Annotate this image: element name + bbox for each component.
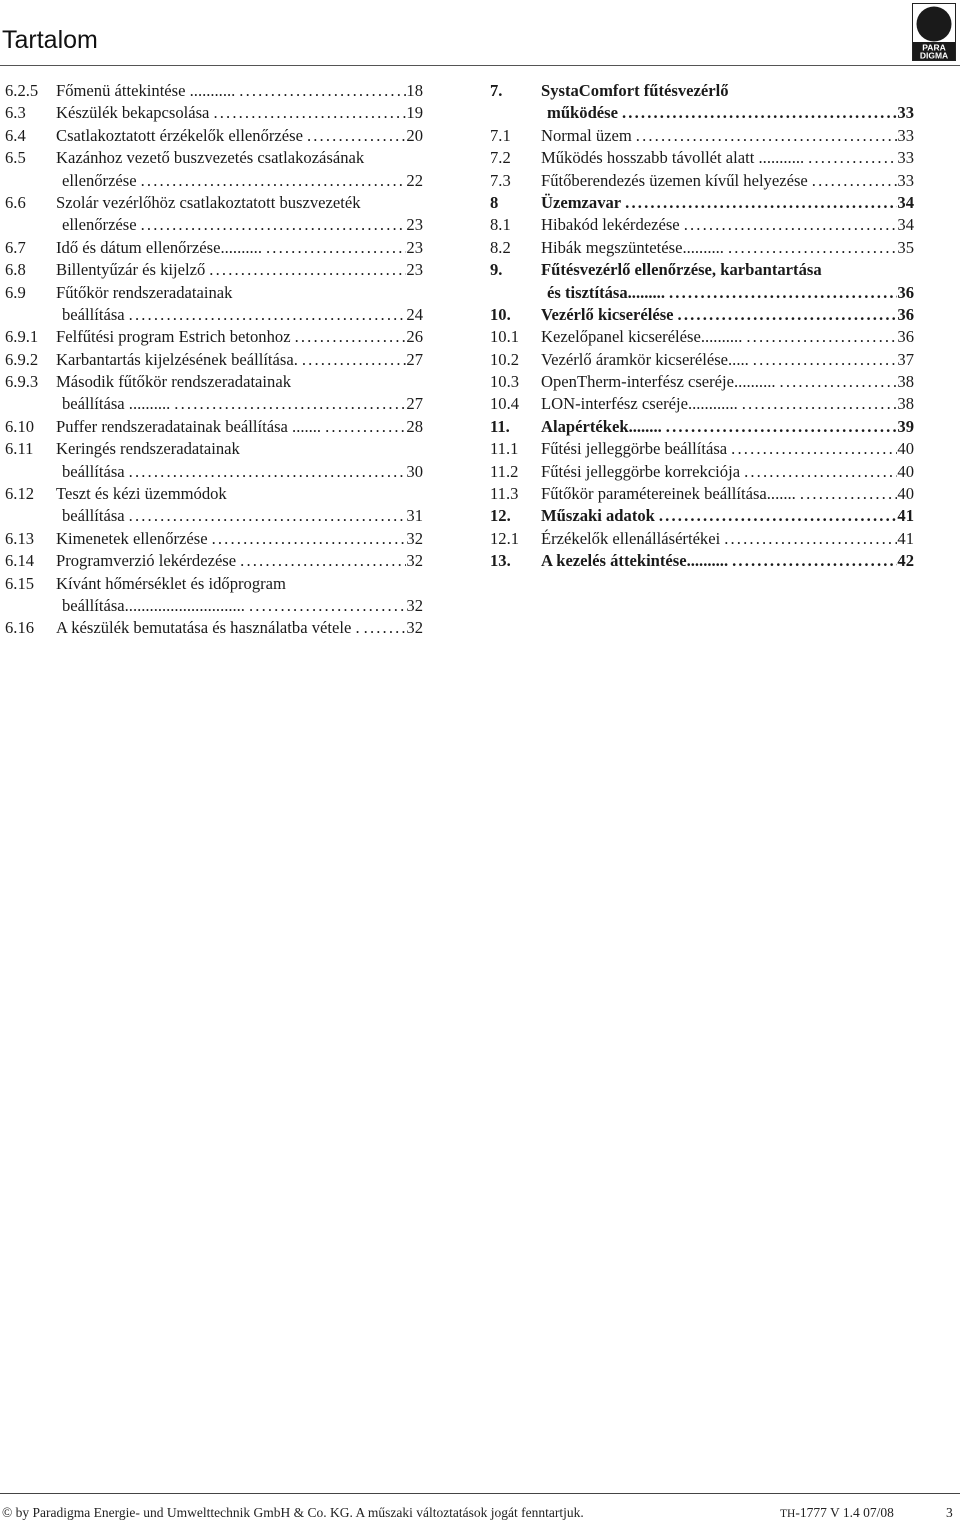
toc-entry-title: beállítása (62, 461, 125, 481)
toc-entry-title: Programverzió lekérdezése (56, 551, 237, 571)
toc-entry[interactable] (5, 259, 423, 281)
toc-entry-title: Vezérlő kicserélése (541, 304, 674, 324)
toc-entry[interactable] (5, 237, 423, 259)
toc-dot-leader (680, 214, 898, 236)
toc-entry-title: Billentyűzár és kijelző (56, 260, 206, 280)
toc-entry[interactable] (5, 461, 423, 483)
toc-entry-number: 6.9.3 (5, 372, 39, 392)
toc-entry-number: 10.3 (490, 372, 520, 392)
toc-entry-page: 39 (897, 416, 914, 436)
toc-entry-page: 24 (406, 304, 423, 324)
toc-dot-leader (674, 304, 898, 326)
toc-entry-title: Fűtőberendezés üzemen kívűl helyezése (541, 170, 808, 190)
toc-entry-page: 23 (406, 237, 423, 257)
toc-dot-leader (236, 550, 406, 572)
toc-entry[interactable] (490, 237, 914, 259)
toc-entry-number: 11.1 (490, 439, 519, 459)
toc-entry[interactable] (490, 528, 914, 550)
toc-entry-title: Kezelőpanel kicserélése.......... (541, 327, 743, 347)
toc-entry-page: 33 (897, 103, 914, 123)
toc-dot-leader (749, 349, 898, 371)
toc-entry[interactable] (490, 483, 914, 505)
toc-entry-page: 33 (897, 125, 914, 145)
toc-entry-page: 22 (406, 170, 423, 190)
toc-dot-leader (724, 237, 897, 259)
toc-dot-leader (125, 505, 407, 527)
toc-entry-page: 32 (406, 551, 423, 571)
toc-entry[interactable] (490, 147, 914, 169)
toc-entry-title: Felfűtési program Estrich betonhoz (56, 327, 291, 347)
toc-entry-title: beállítása............................. (62, 595, 245, 615)
toc-entry[interactable] (5, 102, 423, 124)
toc-dot-leader (137, 170, 407, 192)
toc-dot-leader (298, 349, 407, 371)
toc-left-column (5, 80, 423, 640)
toc-entry[interactable] (5, 125, 423, 147)
toc-entry-number: 6.14 (5, 551, 35, 571)
toc-dot-leader (728, 550, 897, 572)
toc-entry-title: beállítása (62, 506, 125, 526)
toc-entry-page: 32 (406, 528, 423, 548)
toc-entry-number: 7. (490, 81, 503, 100)
toc-dot-leader (776, 371, 898, 393)
toc-entry-title: Puffer rendszeradatainak beállítása ....... (56, 416, 322, 436)
footer-doc-version: -1777 V 1.4 07/08 (795, 1505, 894, 1520)
toc-entry-number: 10. (490, 304, 511, 324)
toc-entry-title: Fűtési jelleggörbe beállítása (541, 439, 728, 459)
toc-entry-page: 27 (406, 349, 423, 369)
toc-dot-leader (655, 505, 898, 527)
footer-doc-prefix: TH (780, 1508, 796, 1520)
footer-doc-code (780, 1505, 894, 1521)
toc-entry-number: 7.1 (490, 125, 511, 145)
toc-entry-page: 40 (897, 439, 914, 459)
toc-entry-number: 6.9.2 (5, 349, 39, 369)
toc-dot-leader (235, 80, 406, 102)
toc-dot-leader (632, 125, 898, 147)
toc-entry-page: 35 (897, 237, 914, 257)
toc-entry-number: 6.9 (5, 282, 26, 302)
toc-dot-leader (665, 282, 897, 304)
toc-entry-number: 11. (490, 416, 510, 436)
toc-dot-leader (621, 192, 897, 214)
title-divider (0, 65, 960, 66)
toc-dot-leader (618, 102, 897, 124)
toc-entry-page: 32 (406, 595, 423, 615)
page-number: 3 (946, 1505, 953, 1520)
toc-dot-leader (360, 617, 407, 639)
toc-entry[interactable] (5, 595, 423, 617)
toc-entry-title: Keringés rendszeradatainak (56, 439, 240, 459)
toc-entry[interactable] (490, 416, 914, 438)
toc-entry[interactable] (490, 125, 914, 147)
paradigma-logo-icon (912, 3, 956, 61)
toc-entry-number: 6.7 (5, 237, 26, 257)
toc-entry-title: Fűtésvezérlő ellenőrzése, karbantartása (541, 260, 822, 280)
toc-entry-title: Főmenü áttekintése ........... (56, 81, 236, 100)
toc-entry-title: Kívánt hőmérséklet és időprogram (56, 573, 286, 593)
toc-entry-number: 11.2 (490, 461, 519, 481)
toc-entry-number: 6.2.5 (5, 81, 39, 100)
toc-entry[interactable] (490, 304, 914, 326)
toc-entry-page: 41 (897, 528, 914, 548)
toc-entry[interactable] (5, 326, 423, 348)
toc-entry-page: 34 (897, 215, 914, 235)
toc-dot-leader (738, 393, 898, 415)
toc-right-column (490, 80, 914, 573)
toc-entry-page: 32 (406, 618, 423, 638)
toc-dot-leader (808, 170, 898, 192)
toc-entry-title: Fűtőkör rendszeradatainak (56, 282, 233, 302)
toc-entry[interactable] (5, 214, 423, 236)
toc-dot-leader (662, 416, 898, 438)
toc-entry-page: 28 (406, 416, 423, 436)
toc-entry-number: 6.8 (5, 260, 26, 280)
toc-entry-title: Üzemzavar (541, 192, 622, 212)
toc-entry-number: 12. (490, 506, 511, 526)
toc-entry-title: Szolár vezérlőhöz csatlakoztatott buszvezeték (56, 192, 361, 212)
toc-entry-title: Vezérlő áramkör kicserélése..... (541, 349, 749, 369)
toc-entry-page: 36 (897, 304, 914, 324)
toc-dot-leader (205, 259, 406, 281)
toc-entry[interactable] (490, 282, 914, 304)
logo-text-line2: DIGMA (919, 50, 949, 60)
toc-entry-title: Működés hosszabb távollét alatt ........... (541, 148, 805, 168)
toc-entry-number: 12.1 (490, 528, 520, 548)
toc-entry[interactable] (490, 371, 914, 393)
toc-entry[interactable] (5, 528, 423, 550)
toc-entry-title: A kezelés áttekintése.......... (541, 551, 729, 571)
toc-entry-title: Műszaki adatok (541, 506, 655, 526)
footer-copyright: © by Paradigma Energie- und Umwelttechnik GmbH & Co. KG. A műszaki változtatások jogát fenntartjuk. (2, 1505, 584, 1520)
toc-entry-page: 18 (406, 81, 423, 100)
toc-entry-number: 6.15 (5, 573, 35, 593)
toc-entry-number: 7.3 (490, 170, 511, 190)
toc-dot-leader (796, 483, 898, 505)
toc-dot-leader (245, 595, 406, 617)
toc-entry-number: 6.9.1 (5, 327, 39, 347)
toc-entry-title: Fűtési jelleggörbe korrekciója (541, 461, 741, 481)
toc-entry[interactable] (5, 170, 423, 192)
toc-entry-title: Csatlakoztatott érzékelők ellenőrzése (56, 125, 303, 145)
toc-dot-leader (740, 461, 897, 483)
toc-entry-page: 40 (897, 461, 914, 481)
toc-dot-leader (137, 214, 407, 236)
toc-entry-number: 7.2 (490, 148, 511, 168)
toc-entry-title: Kimenetek ellenőrzése (56, 528, 208, 548)
toc-entry-title: működése (547, 103, 618, 123)
toc-dot-leader (262, 237, 406, 259)
toc-entry-title: Hibák megszüntetése.......... (541, 237, 724, 257)
toc-entry[interactable] (5, 438, 423, 460)
toc-dot-leader (804, 147, 897, 169)
toc-entry[interactable] (5, 282, 423, 304)
toc-entry[interactable] (5, 416, 423, 438)
toc-dot-leader (727, 438, 897, 460)
toc-entry-number: 8 (490, 192, 499, 212)
toc-entry-number: 11.3 (490, 484, 519, 504)
toc-entry-page: 19 (406, 103, 423, 123)
toc-entry-page: 40 (897, 484, 914, 504)
toc-entry-page: 36 (897, 282, 914, 302)
toc-entry-title: Kazánhoz vezető buszvezetés csatlakozásának (56, 148, 365, 168)
toc-entry[interactable] (5, 505, 423, 527)
toc-entry-number: 6.3 (5, 103, 26, 123)
toc-entry-title: SystaComfort fűtésvezérlő (541, 81, 729, 100)
toc-entry[interactable] (490, 349, 914, 371)
toc-entry[interactable] (490, 170, 914, 192)
toc-entry-title: ellenőrzése (62, 170, 137, 190)
toc-entry-page: 33 (897, 148, 914, 168)
logo-text-line1: PARA (922, 42, 946, 53)
toc-entry-page: 31 (406, 506, 423, 526)
toc-entry-title: Készülék bekapcsolása (56, 103, 210, 123)
toc-entry-page: 20 (406, 125, 423, 145)
toc-entry-number: 6.13 (5, 528, 35, 548)
toc-entry-number: 6.11 (5, 439, 34, 459)
toc-entry-number: 13. (490, 551, 511, 571)
toc-entry[interactable] (5, 573, 423, 595)
toc-entry-number: 6.12 (5, 484, 35, 504)
toc-entry[interactable] (5, 617, 423, 639)
toc-dot-leader (208, 528, 407, 550)
toc-dot-leader (321, 416, 406, 438)
toc-entry[interactable] (5, 393, 423, 415)
toc-entry-page: 23 (406, 215, 423, 235)
toc-entry[interactable] (490, 102, 914, 124)
toc-entry-number: 10.1 (490, 327, 520, 347)
toc-entry[interactable] (490, 505, 914, 527)
toc-entry-title: A készülék bemutatása és használatba vétele . (56, 618, 360, 638)
toc-entry-page: 38 (897, 372, 914, 392)
toc-entry[interactable] (5, 80, 423, 102)
toc-entry-title: és tisztítása......... (547, 282, 665, 302)
toc-entry-number: 6.16 (5, 618, 35, 638)
toc-entry-number: 6.10 (5, 416, 35, 436)
toc-entry-page: 38 (897, 394, 914, 414)
toc-entry-page: 27 (406, 394, 423, 414)
toc-entry-page: 30 (406, 461, 423, 481)
toc-entry-title: Hibakód lekérdezése (541, 215, 680, 235)
toc-entry-number: 8.1 (490, 215, 511, 235)
toc-entry-title: Teszt és kézi üzemmódok (56, 484, 227, 504)
toc-entry[interactable] (5, 483, 423, 505)
toc-dot-leader (291, 326, 407, 348)
toc-entry[interactable] (490, 214, 914, 236)
toc-dot-leader (125, 304, 407, 326)
toc-entry-number: 6.5 (5, 148, 26, 168)
toc-dot-leader (303, 125, 406, 147)
toc-entry-title: Idő és dátum ellenőrzése.......... (56, 237, 262, 257)
toc-entry-number: 10.4 (490, 394, 520, 414)
toc-dot-leader (720, 528, 897, 550)
toc-entry[interactable] (490, 438, 914, 460)
toc-dot-leader (125, 461, 407, 483)
toc-entry-title: Alapértékek........ (541, 416, 662, 436)
toc-entry-title: ellenőrzése (62, 215, 137, 235)
toc-dot-leader (170, 393, 406, 415)
toc-entry-number: 9. (490, 260, 503, 280)
toc-entry[interactable] (490, 192, 914, 214)
toc-entry-page: 41 (897, 506, 914, 526)
toc-entry-page: 42 (897, 551, 914, 571)
toc-entry-title: Második fűtőkör rendszeradatainak (56, 372, 291, 392)
toc-entry-title: LON-interfész cseréje............ (541, 394, 738, 414)
toc-entry[interactable] (490, 259, 914, 281)
toc-entry-title: Normal üzem (541, 125, 632, 145)
toc-entry[interactable] (5, 192, 423, 214)
footer-divider (0, 1493, 960, 1494)
toc-entry[interactable] (490, 80, 914, 102)
toc-entry[interactable] (5, 550, 423, 572)
toc-dot-leader (742, 326, 897, 348)
toc-entry[interactable] (490, 461, 914, 483)
page-title: Tartalom (2, 26, 98, 54)
toc-entry[interactable] (490, 326, 914, 348)
toc-entry-title: OpenTherm-interfész cseréje.......... (541, 372, 776, 392)
toc-entry-title: Fűtőkör paramétereinek beállítása....... (541, 484, 796, 504)
toc-entry-number: 6.6 (5, 192, 26, 212)
toc-entry-title: Érzékelők ellenállásértékei (541, 528, 721, 548)
toc-entry-title: beállítása .......... (62, 394, 171, 414)
toc-entry-page: 36 (897, 327, 914, 347)
toc-entry-title: Karbantartás kijelzésének beállítása. (56, 349, 298, 369)
toc-entry-number: 6.4 (5, 125, 26, 145)
toc-entry[interactable] (5, 371, 423, 393)
toc-entry[interactable] (5, 304, 423, 326)
toc-entry[interactable] (490, 393, 914, 415)
toc-entry-page: 26 (406, 327, 423, 347)
toc-entry[interactable] (5, 147, 423, 169)
toc-entry-page: 23 (406, 260, 423, 280)
toc-entry-number: 8.2 (490, 237, 511, 257)
toc-entry-page: 37 (897, 349, 914, 369)
toc-entry[interactable] (5, 349, 423, 371)
toc-entry-page: 33 (897, 170, 914, 190)
toc-entry-page: 34 (897, 192, 914, 212)
toc-entry-number: 10.2 (490, 349, 520, 369)
toc-entry[interactable] (490, 550, 914, 572)
toc-dot-leader (209, 102, 406, 124)
toc-entry-title: beállítása (62, 304, 125, 324)
